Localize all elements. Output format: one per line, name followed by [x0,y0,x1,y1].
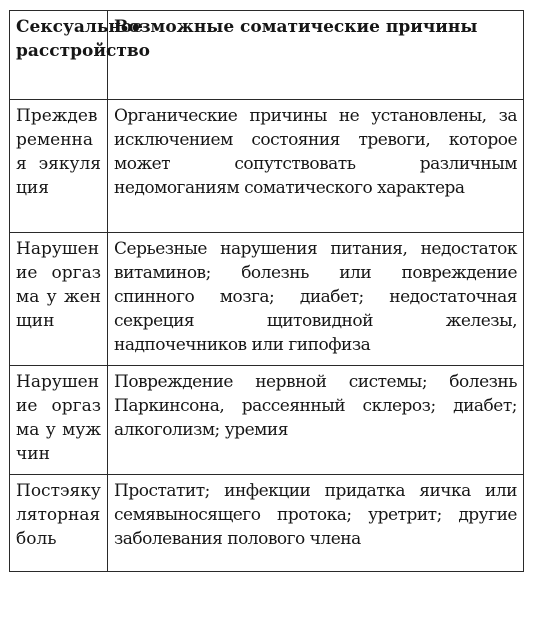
table-header-row [10,11,524,100]
disorder-cell: Нарушение оргазма у мужчин [10,366,108,475]
table-row [10,233,524,366]
disorder-cell: Постэякуляторная боль [10,475,108,572]
header-disorder: Сексуальное расстройство [10,11,108,100]
table-row [10,100,524,233]
causes-cell: Органические причины не установлены, за исключением состояния тревоги, которое может сопутствовать различным недомоганиям соматического характера [108,100,524,233]
header-causes: Возможные соматические причины [108,11,524,100]
table-row [10,475,524,572]
table-row [10,366,524,475]
causes-cell: Простатит; инфекции придатка яичка или семявыносящего протока; уретрит; другие заболевания полового члена [108,475,524,572]
causes-cell: Повреждение нервной системы; болезнь Паркинсона, рассеянный склероз; диабет; алкоголизм; уремия [108,366,524,475]
causes-cell: Серьезные нарушения питания, недостаток витаминов; болезнь или повреждение спинного мозга; диабет; недостаточная секреция щитовидной железы, надпочечников или гипофиза [108,233,524,366]
disorder-cell: Нарушение оргазма у женщин [10,233,108,366]
disorder-cell: Преждевременная эякуляция [10,100,108,233]
somatic-causes-table [9,10,524,572]
